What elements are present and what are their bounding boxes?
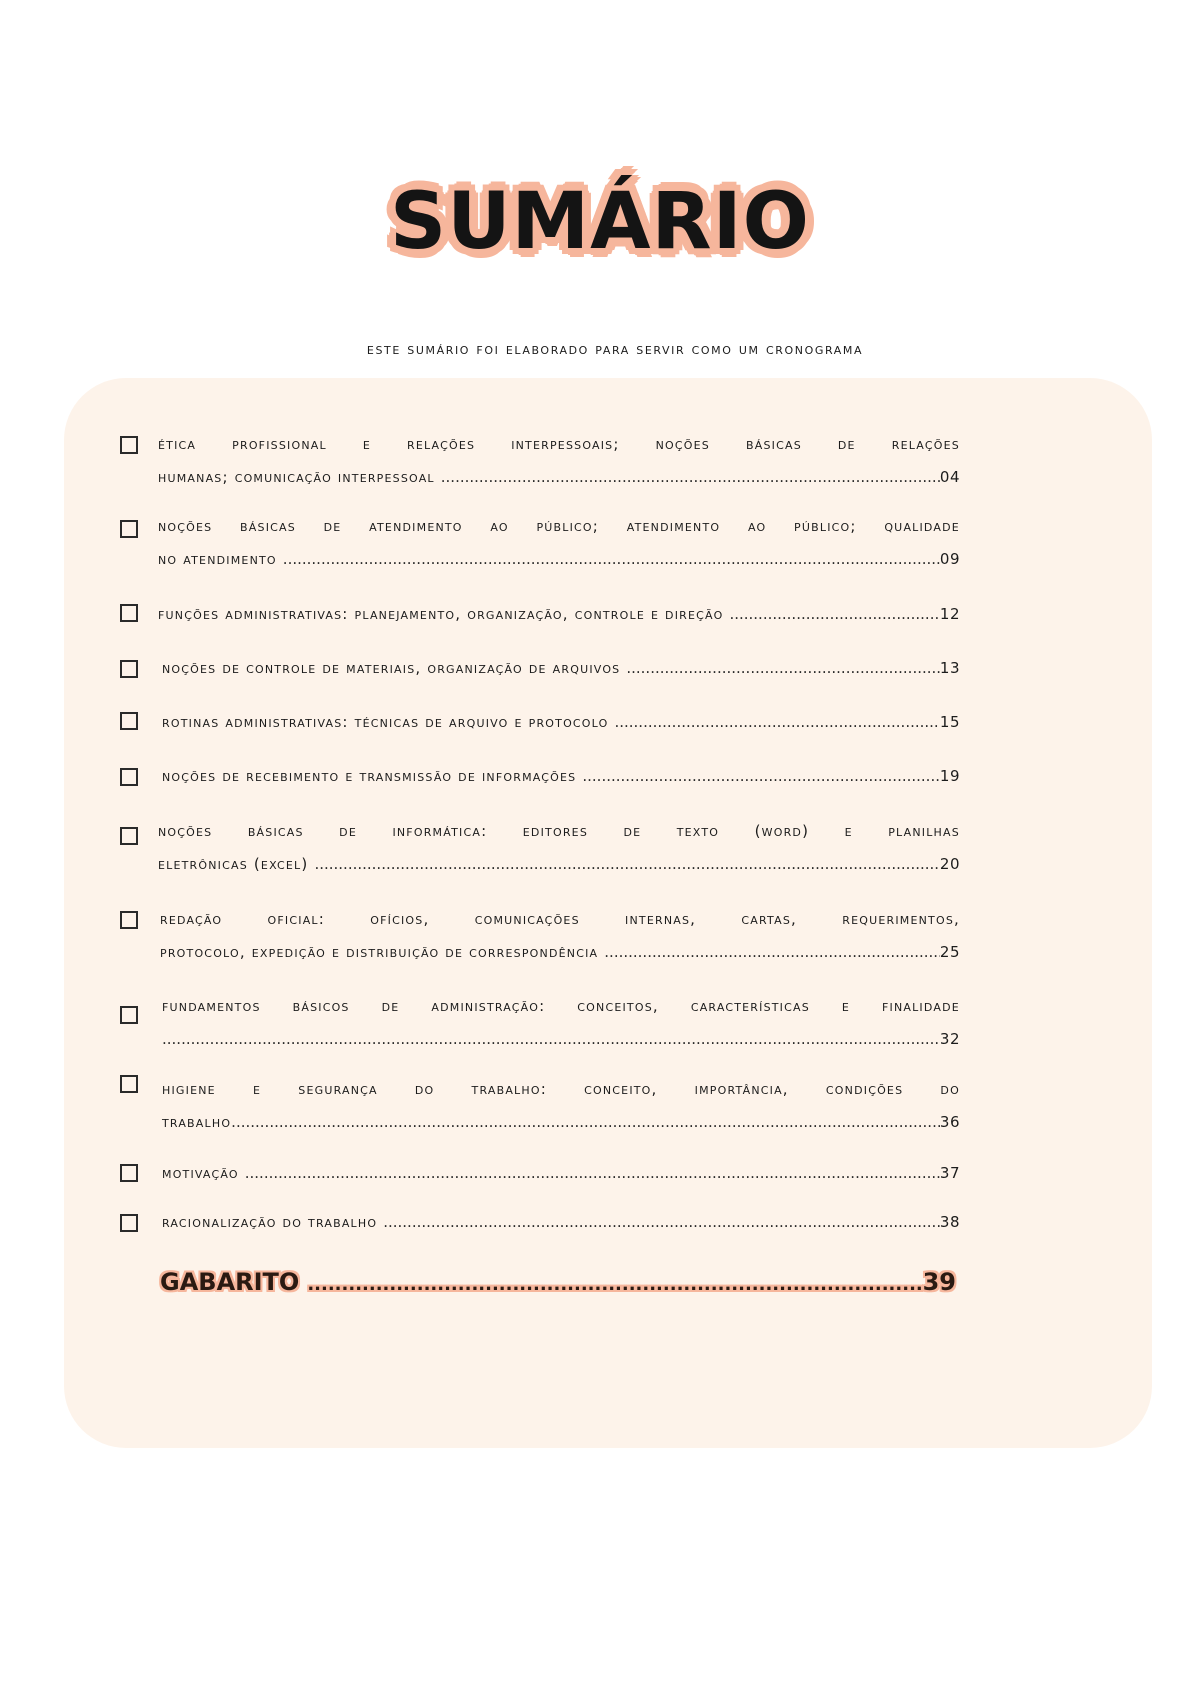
toc-entry (120, 706, 960, 739)
entry-text (162, 1073, 960, 1139)
entry-word: comunicações (474, 910, 580, 928)
checkbox[interactable] (120, 436, 138, 454)
page-number: 25 (939, 943, 960, 961)
entry-word: ao (747, 517, 767, 535)
subtitle: este sumário foi elaborado para servir como um cronograma (366, 340, 864, 358)
checkbox[interactable] (120, 911, 138, 929)
page-number: 37 (939, 1164, 960, 1182)
entry-word: e (844, 822, 853, 840)
checkbox[interactable] (120, 1214, 138, 1232)
dot-leader (231, 1106, 940, 1139)
entry-word: conceito, (584, 1080, 658, 1098)
entry-title: noções de recebimento e transmissão de informações (162, 767, 577, 785)
entry-text (162, 760, 960, 793)
entry-word: cartas, (741, 910, 797, 928)
checkbox[interactable] (120, 1075, 138, 1093)
entry-word: redação (160, 910, 223, 928)
toc-entry (120, 903, 960, 969)
entry-word: noções (158, 822, 213, 840)
entry-word: internas, (625, 910, 697, 928)
entry-line-1 (162, 706, 960, 739)
entry-text (162, 652, 960, 685)
entry-word: texto (676, 822, 720, 840)
entry-line-2 (160, 936, 960, 969)
entry-word: do (414, 1080, 435, 1098)
entry-word: higiene (162, 1080, 216, 1098)
entry-word: relações (406, 435, 476, 453)
entry-text (162, 990, 960, 1056)
entry-title: funções administrativas: planejamento, organização, controle e direção (158, 605, 724, 623)
dot-leader (162, 1023, 940, 1056)
page-number: 13 (939, 659, 960, 677)
checkbox[interactable] (120, 768, 138, 786)
entry-word: interpessoais; (511, 435, 620, 453)
entry-title: noções de controle de materiais, organização de arquivos (162, 659, 621, 677)
toc-entry (120, 815, 960, 881)
entry-word: ética (158, 435, 197, 453)
page-number: 36 (939, 1113, 960, 1131)
entry-word: público; (536, 517, 600, 535)
entry-line-2 (158, 543, 960, 576)
entry-text (158, 510, 960, 576)
entry-word: noções (655, 435, 710, 453)
dot-leader (729, 598, 939, 631)
entry-line-2 (162, 1106, 960, 1139)
toc-entry (120, 652, 960, 685)
entry-title-line-2: trabalho (162, 1113, 232, 1131)
entry-word: administração: (431, 997, 546, 1015)
entry-line-2 (158, 848, 960, 881)
page-number: 15 (939, 713, 960, 731)
entry-word: básicas (247, 822, 304, 840)
toc-entry (120, 1073, 960, 1139)
page-number: 32 (939, 1030, 960, 1048)
entry-word: importância, (694, 1080, 789, 1098)
title-wrap (0, 176, 1200, 268)
dot-leader (626, 652, 940, 685)
entry-line-1 (158, 598, 960, 631)
entry-title: motivação (162, 1164, 239, 1182)
toc-entry (120, 510, 960, 576)
gabarito-entry (160, 1268, 956, 1296)
entry-title-line-2: protocolo, expedição e distribuição de correspondência (160, 943, 599, 961)
gabarito-page-number: 39 (922, 1268, 956, 1296)
entry-word: conceitos, (577, 997, 659, 1015)
entry-word: qualidade (884, 517, 960, 535)
entry-text (158, 815, 960, 881)
entry-word: de (381, 997, 400, 1015)
page-number: 12 (939, 605, 960, 623)
checkbox[interactable] (120, 712, 138, 730)
toc-entry (120, 990, 960, 1056)
entry-word: finalidade (881, 997, 960, 1015)
entry-word: noções (158, 517, 213, 535)
checkbox[interactable] (120, 604, 138, 622)
page-number: 19 (939, 767, 960, 785)
checkbox[interactable] (120, 520, 138, 538)
dot-leader (314, 848, 939, 881)
entry-line-1 (162, 760, 960, 793)
checkbox[interactable] (120, 827, 138, 845)
gabarito-label: GABARITO (160, 1268, 300, 1296)
entry-line-1 (162, 652, 960, 685)
dot-leader (245, 1157, 940, 1190)
entry-title: racionalização do trabalho (162, 1213, 378, 1231)
entry-word: e (362, 435, 371, 453)
dot-leader (604, 936, 940, 969)
dot-leader (441, 461, 940, 494)
entry-word: básicos (292, 997, 350, 1015)
entry-title-line-2: eletrônicas (excel) (158, 855, 309, 873)
entry-line-1 (162, 990, 960, 1023)
entry-word: ofícios, (370, 910, 430, 928)
dot-leader (582, 760, 940, 793)
entry-word: informática: (392, 822, 488, 840)
entry-word: de (623, 822, 642, 840)
entry-line-1 (158, 815, 960, 848)
entry-text (158, 428, 960, 494)
page-number: 38 (939, 1213, 960, 1231)
entry-line-1 (158, 510, 960, 543)
page-number: 20 (939, 855, 960, 873)
checkbox[interactable] (120, 1006, 138, 1024)
dot-leader (307, 1274, 922, 1295)
entry-line-2 (158, 461, 960, 494)
toc-entry (120, 1206, 960, 1239)
entry-title-line-2: humanas; comunicação interpessoal (158, 468, 435, 486)
entry-word: básicas (240, 517, 296, 535)
entry-line-1 (158, 428, 960, 461)
entry-word: profissional (232, 435, 327, 453)
toc-entry (120, 1157, 960, 1190)
entry-word: relações (891, 435, 960, 453)
toc-entry (120, 760, 960, 793)
entry-word: de (837, 435, 856, 453)
entry-word: (word) (754, 822, 810, 840)
entry-word: fundamentos (162, 997, 261, 1015)
entry-word: ao (490, 517, 509, 535)
entry-word: trabalho: (471, 1080, 547, 1098)
checkbox[interactable] (120, 1164, 138, 1182)
toc-entry (120, 598, 960, 631)
entry-line-1 (162, 1157, 960, 1190)
entry-word: básicas (745, 435, 802, 453)
entry-text (160, 903, 960, 969)
entry-text (158, 598, 960, 631)
entry-word: condições (825, 1080, 904, 1098)
page-title: SUMÁRIO (390, 177, 810, 267)
entry-line-1 (162, 1073, 960, 1106)
entry-title-line-2: no atendimento (158, 550, 277, 568)
entry-text (162, 706, 960, 739)
dot-leader (283, 543, 940, 576)
entry-word: e (252, 1080, 262, 1098)
entry-text (162, 1206, 960, 1239)
entry-line-2 (162, 1023, 960, 1056)
entry-word: do (940, 1080, 960, 1098)
entry-word: editores (522, 822, 588, 840)
entry-word: atendimento (369, 517, 463, 535)
entry-word: características (690, 997, 810, 1015)
entry-word: público; (794, 517, 857, 535)
entry-word: de (323, 517, 342, 535)
toc-entry (120, 428, 960, 494)
entry-word: segurança (298, 1080, 378, 1098)
entry-word: requerimentos, (842, 910, 960, 928)
entry-title: rotinas administrativas: técnicas de arquivo e protocolo (162, 713, 609, 731)
dot-leader (614, 706, 939, 739)
checkbox[interactable] (120, 660, 138, 678)
entry-word: de (339, 822, 357, 840)
page-number: 04 (939, 468, 960, 486)
entry-word: atendimento (626, 517, 721, 535)
entry-word: planilhas (888, 822, 960, 840)
entry-word: oficial: (267, 910, 326, 928)
entry-word: e (841, 997, 851, 1015)
entry-line-1 (160, 903, 960, 936)
entry-text (162, 1157, 960, 1190)
page-number: 09 (939, 550, 960, 568)
dot-leader (383, 1206, 940, 1239)
entry-line-1 (162, 1206, 960, 1239)
